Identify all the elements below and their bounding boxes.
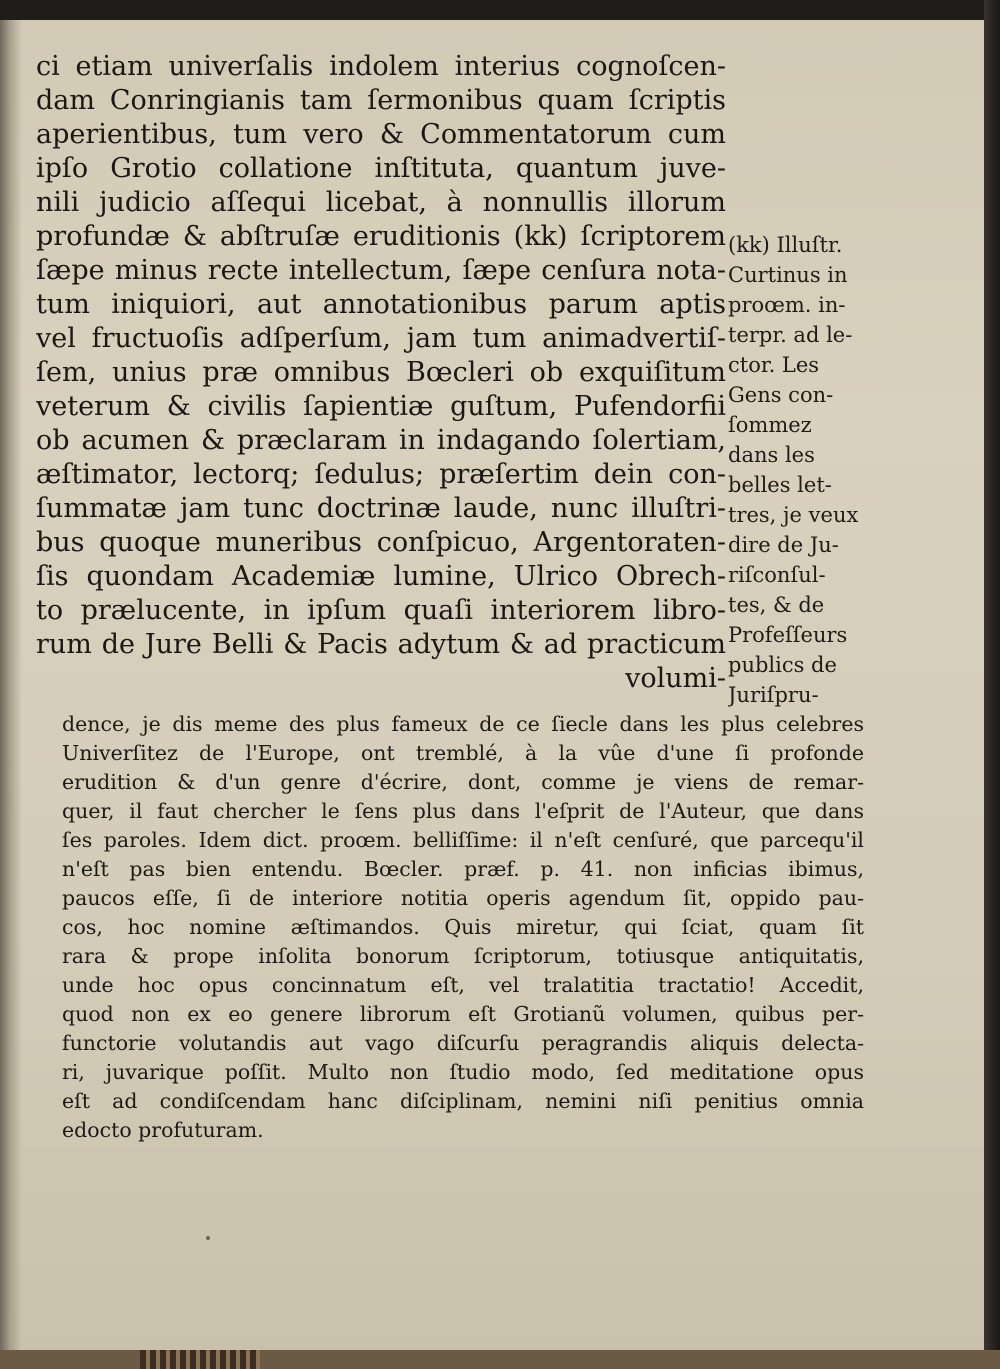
- main-text-line: nili judicio aſſequi licebat, à nonnullis illorum: [36, 187, 726, 218]
- margin-note-line: ctor. Les: [728, 353, 820, 377]
- main-text-line: vel fructuoſis adſperſum, jam tum animadvertiſ-: [36, 323, 726, 354]
- margin-note-line: publics de: [728, 653, 837, 677]
- margin-note-line: Gens con-: [728, 383, 834, 407]
- footnote-line: edocto profuturam.: [62, 1118, 264, 1142]
- main-text-line: ci etiam univerſalis indolem interius cognoſcen-: [36, 51, 726, 82]
- footnote-line: cos, hoc nomine æſtimandos. Quis miretur, qui ſciat, quam ſit: [62, 915, 864, 939]
- margin-note-line: riſconſul-: [728, 563, 826, 587]
- scan-right-border: [984, 0, 1000, 1369]
- margin-note-line: tres, je veux: [728, 503, 859, 527]
- main-text-line: ſummatæ jam tunc doctrinæ laude, nunc illuſtri-: [36, 493, 726, 524]
- scan-top-border: [0, 0, 1000, 20]
- main-text-line: rum de Jure Belli & Pacis adytum & ad practicum: [36, 629, 726, 660]
- footnote-line: ſes paroles. Idem dict. proœm. belliſſime: il n'eſt cenſuré, que parcequ'il: [62, 828, 864, 852]
- main-text-line: bus quoque muneribus conſpicuo, Argentoraten-: [36, 527, 726, 558]
- footnote-line: eſt ad condiſcendam hanc diſciplinam, nemini niſi penitius omnia: [62, 1089, 864, 1113]
- margin-note-line: (kk) Illuſtr.: [728, 233, 843, 257]
- main-text-line: ſem, unius præ omnibus Bœcleri ob exquiſitum: [36, 357, 726, 388]
- main-text-line: veterum & civilis ſapientiæ guſtum, Pufendorfii: [36, 391, 726, 422]
- footnote-line: paucos eſſe, ſi de interiore notitia operis agendum ſit, oppido pau-: [62, 886, 864, 910]
- footnote-line: unde hoc opus concinnatum eſt, vel tralatitia tractatio! Accedit,: [62, 973, 864, 997]
- footnote-line: quod non ex eo genere librorum eſt Grotianũ volumen, quibus per-: [62, 1002, 864, 1026]
- footnote-line: erudition & d'un genre d'écrire, dont, comme je viens de remar-: [62, 770, 864, 794]
- main-text-line: dam Conringianis tam ſermonibus quam ſcriptis: [36, 85, 726, 116]
- margin-note-line: belles let-: [728, 473, 832, 497]
- main-text-line: ſis quondam Academiæ lumine, Ulrico Obrech-: [36, 561, 726, 592]
- margin-note-line: proœm. in-: [728, 293, 846, 317]
- main-text-line: ipſo Grotio collatione inſtituta, quantum juve-: [36, 153, 726, 184]
- margin-note-line: dans les: [728, 443, 815, 467]
- margin-note-line: dire de Ju-: [728, 533, 839, 557]
- margin-note-line: Juriſpru-: [728, 683, 819, 707]
- page-gutter-shadow: [0, 20, 22, 1350]
- footnote-line: ri, juvarique poſſit. Multo non ſtudio modo, ſed meditatione opus: [62, 1060, 864, 1084]
- main-text-line: æſtimator, lectorq; ſedulus; præſertim dein con-: [36, 459, 726, 490]
- main-text-line: ob acumen & præclaram in indagando ſolertiam,: [36, 425, 726, 456]
- footnote-line: quer, il faut chercher le ſens plus dans l'eſprit de l'Auteur, que dans: [62, 799, 864, 823]
- main-text-line: aperientibus, tum vero & Commentatorum cum: [36, 119, 726, 150]
- main-text-line: tum iniquiori, aut annotationibus parum aptis: [36, 289, 726, 320]
- footnote-line: n'eſt pas bien entendu. Bœcler. præf. p. 41. non inficias ibimus,: [62, 857, 864, 881]
- main-text-line: profundæ & abſtruſæ eruditionis (kk) ſcriptorem: [36, 221, 726, 252]
- main-text-line: to prælucente, in ipſum quaſi interiorem libro-: [36, 595, 726, 626]
- margin-note-line: Curtinus in: [728, 263, 848, 287]
- paper-speck: [206, 1236, 210, 1240]
- main-text-line: ſæpe minus recte intellectum, ſæpe cenſura nota-: [36, 255, 726, 286]
- book-fore-edge: [140, 1350, 260, 1369]
- margin-note-line: tes, & de: [728, 593, 825, 617]
- footnote-line: dence, je dis meme des plus fameux de ce ſiecle dans les plus celebres: [62, 712, 864, 736]
- footnote-line: Univerſitez de l'Europe, ont tremblé, à la vûe d'une ſi profonde: [62, 741, 864, 765]
- footnote-line: functorie volutandis aut vago diſcurſu peragrandis aliquis delecta-: [62, 1031, 864, 1055]
- footnote-line: rara & prope inſolita bonorum ſcriptorum, totiusque antiquitatis,: [62, 944, 864, 968]
- book-page: [0, 20, 984, 1350]
- margin-note-line: terpr. ad le-: [728, 323, 853, 347]
- scan-bottom-border: [0, 1350, 1000, 1369]
- catchword: volumi-: [625, 663, 726, 694]
- margin-note-line: Profeſſeurs: [728, 623, 848, 647]
- margin-note-line: ſommez: [728, 413, 812, 437]
